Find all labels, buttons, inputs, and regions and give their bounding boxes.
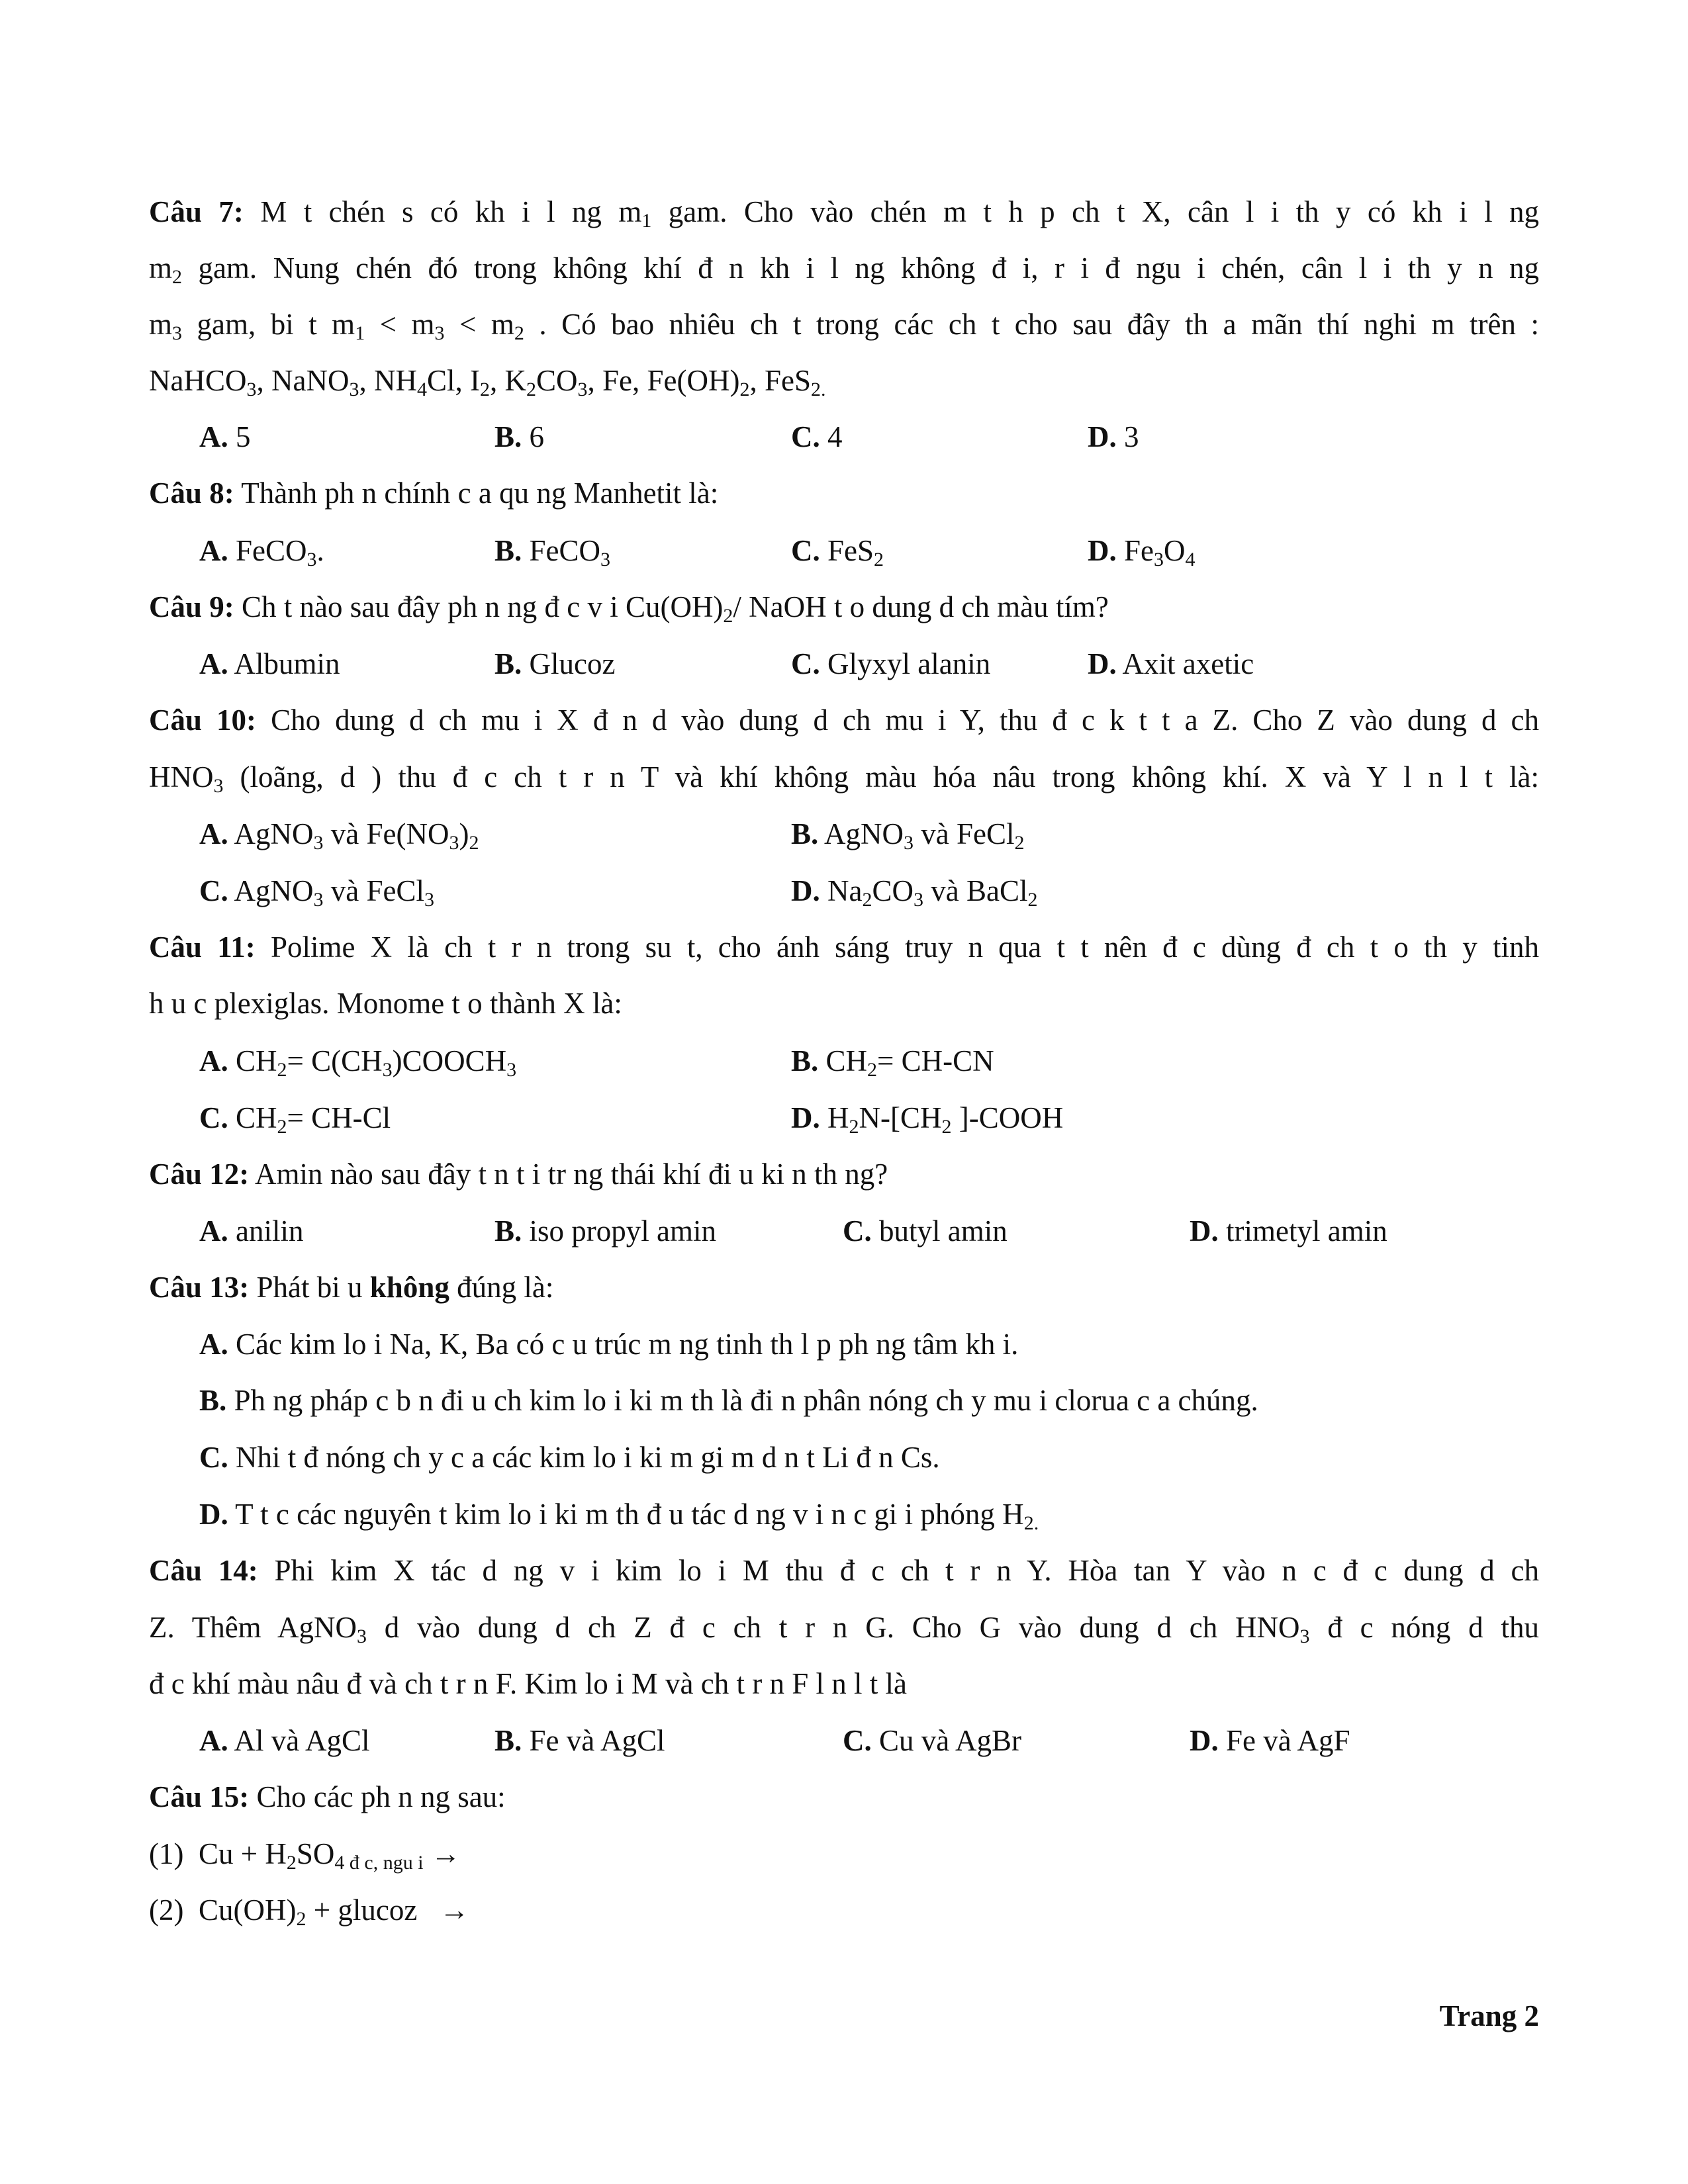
q14-line3: đ c khí màu nâu đ và ch t r n F. Kim lo i M và ch t r n F l n l t là	[149, 1667, 907, 1700]
arrow-icon: →	[423, 1837, 461, 1870]
q10-option-c[interactable]: C. AgNO$_3$ và FeCl$_3$	[199, 874, 435, 911]
q14-line2: Z. Thêm AgNO$_3$ d vào dung d ch Z đ c ch t r n G. Cho G vào dung d ch $HNO_3$ đ c nóng d thu	[149, 1611, 1539, 1647]
q14-option-a[interactable]: A. Al và AgCl	[199, 1724, 370, 1757]
q9-option-b[interactable]: B. Glucoz	[494, 647, 616, 680]
page-number: Trang 2	[1439, 1999, 1539, 2032]
q14-option-c[interactable]: C. Cu và AgBr	[843, 1724, 1022, 1757]
arrow-icon: →	[432, 1893, 470, 1927]
q15-question: Câu 15: Cho các ph n ng sau:	[149, 1780, 506, 1813]
q9-option-c[interactable]: C. Glyxyl alanin	[791, 647, 991, 680]
q9-option-d[interactable]: D. Axit axetic	[1088, 647, 1254, 680]
q13-option-c[interactable]: C. Nhi t đ nóng ch y c a các kim lo i ki m gi m d n t Li đ n Cs.	[199, 1441, 940, 1474]
q11-option-b[interactable]: B. $CH_2= CH-CN$	[791, 1044, 994, 1081]
q7-line2: $m_2$ gam. Nung chén đó trong không khí đ n kh i l ng không đ i, r i đ ngu i chén, cân l i th y n ng	[149, 251, 1539, 288]
q13-option-a[interactable]: A. Các kim lo i Na, K, Ba có c u trúc m ng tinh th l p ph ng tâm kh i.	[199, 1328, 1019, 1361]
q11-line1: Câu 11: Polime X là ch t r n trong su t, cho ánh sáng truy n qua t t nên đ c dùng đ ch t o th y tinh	[149, 931, 1539, 964]
q13-option-b[interactable]: B. Ph ng pháp c b n đi u ch kim lo i ki m th là đi n phân nóng ch y mu i clorua c a chúng.	[199, 1384, 1258, 1417]
q8-option-c[interactable]: C. FeS$_2$	[791, 534, 884, 570]
q10-option-a[interactable]: A. AgNO$_3$ và $Fe(NO_3)_2$	[199, 817, 479, 854]
q8-option-d[interactable]: D. $Fe_3O_4$	[1088, 534, 1196, 570]
q15-reaction-1: (1) $Cu + H_2SO_{4 đ c, ngu i}$ →	[149, 1837, 461, 1874]
q8-option-a[interactable]: A. FeCO$_3$.	[199, 534, 324, 570]
q11-option-a[interactable]: A. $CH_2=$ $C(CH_3)COOCH_3$	[199, 1044, 517, 1081]
q10-line1: Câu 10: Cho dung d ch mu i X đ n d vào dung d ch mu i Y, thu đ c k t t a Z. Cho Z vào dung d ch	[149, 704, 1539, 737]
q15-reaction-2: (2) $Cu(OH)_2$ + glucoz →	[149, 1893, 470, 1930]
q13-option-d[interactable]: D. T t c các nguyên t kim lo i ki m th đ u tác d ng v i n c gi i phóng $H_{2.}$	[199, 1498, 1039, 1534]
q11-option-d[interactable]: D. $H_2N-[CH_2$ ]-COOH	[791, 1101, 1064, 1138]
q11-option-c[interactable]: C. $CH_2= CH-Cl$	[199, 1101, 391, 1138]
q10-line2: $HNO_3$ (loãng, d ) thu đ c ch t r n T và khí không màu hóa nâu trong không khí. X và Y l n l t là:	[149, 760, 1539, 797]
q12-option-b[interactable]: B. iso propyl amin	[494, 1214, 716, 1248]
q7-option-d[interactable]: D. 3	[1088, 420, 1139, 453]
q7-option-a[interactable]: A. 5	[199, 420, 251, 453]
q12-option-c[interactable]: C. butyl amin	[843, 1214, 1008, 1248]
q8-option-b[interactable]: B. FeCO$_3$	[494, 534, 611, 570]
q12-option-d[interactable]: D. trimetyl amin	[1190, 1214, 1387, 1248]
q7-line1: Câu 7: M t chén s có kh i l ng $m_1$ gam. Cho vào chén m t h p ch t X, cân l i th y có kh i l ng	[149, 195, 1539, 232]
q7-line3: $m_3$ gam, bi t $m_1 < m_3 < m_2$ . Có bao nhiêu ch t trong các ch t cho sau đây th a mãn thí nghi m trên :	[149, 308, 1539, 344]
q11-line2: h u c plexiglas. Monome t o thành X là:	[149, 987, 622, 1020]
q13-question: Câu 13: Phát bi u không đúng là:	[149, 1271, 554, 1304]
q10-option-d[interactable]: D. $Na_2CO_3$ và BaCl$_2$	[791, 874, 1038, 911]
q10-option-b[interactable]: B. AgNO$_3$ và FeCl$_2$	[791, 817, 1025, 854]
q9-option-a[interactable]: A. Albumin	[199, 647, 340, 680]
q14-line1: Câu 14: Phi kim X tác d ng v i kim lo i M thu đ c ch t r n Y. Hòa tan Y vào n c đ c dung d ch	[149, 1554, 1540, 1587]
q12-question: Câu 12: Amin nào sau đây t n t i tr ng thái khí đi u ki n th ng?	[149, 1158, 888, 1191]
q9-question: Câu 9: Ch t nào sau đây ph n ng đ c v i $Cu(OH)_2/$ NaOH t o dung d ch màu tím?	[149, 590, 1109, 627]
q14-option-b[interactable]: B. Fe và AgCl	[494, 1724, 665, 1757]
q7-option-b[interactable]: B. 6	[494, 420, 545, 453]
q7-option-c[interactable]: C. 4	[791, 420, 843, 453]
q8-question: Câu 8: Thành ph n chính c a qu ng Manhetit là:	[149, 477, 719, 510]
q7-line4: NaHCO$_3$, NaNO$_3$, $NH_4Cl$, $I_2$, $K_2CO_3$, Fe, $Fe(OH)_2$, FeS$_{2.}$	[149, 364, 826, 400]
q12-option-a[interactable]: A. anilin	[199, 1214, 304, 1248]
q14-option-d[interactable]: D. Fe và AgF	[1190, 1724, 1350, 1757]
